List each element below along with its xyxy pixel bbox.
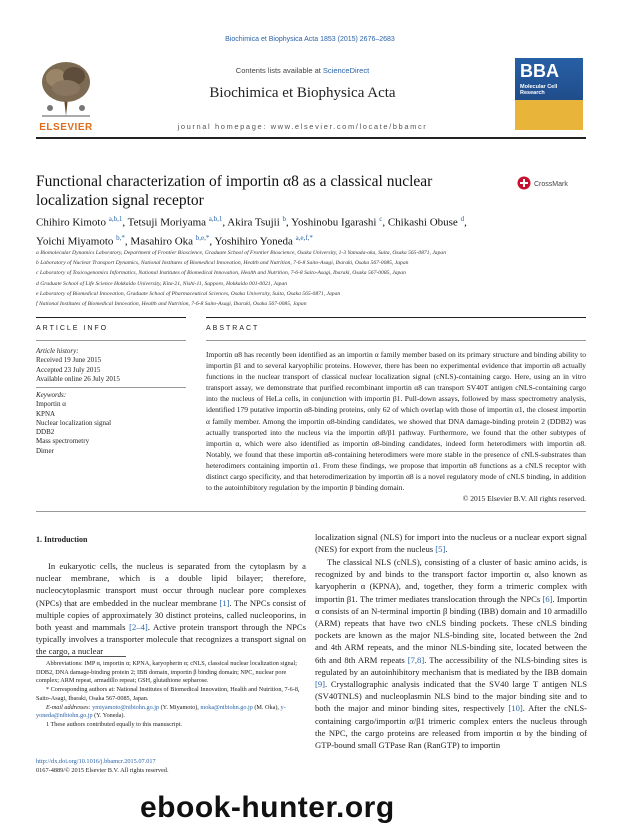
history-label: Article history: [36, 347, 79, 355]
keyword-item: Mass spectrometry [36, 437, 90, 446]
reference-link[interactable]: [9] [315, 679, 326, 690]
email-link-yoneda[interactable]: y-yoneda@nibiohn.go.jp [36, 703, 286, 720]
reference-link[interactable]: [1] [219, 597, 230, 608]
author-name: Masahiro Oka [130, 235, 194, 248]
journal-homepage[interactable]: journal homepage: www.elsevier.com/locate/bbamcr [177, 122, 428, 131]
keyword-item: Nuclear localization signal [36, 418, 112, 427]
reference-link[interactable]: [10] [508, 703, 523, 714]
watermark-logo: ebook-hunter.org [140, 791, 395, 824]
contents-availability [100, 66, 505, 75]
header-divider [36, 137, 586, 139]
author-affiliation-marker[interactable]: c [379, 215, 383, 223]
section-heading-introduction: 1. Introduction [36, 535, 88, 544]
abbreviations-footnote: Abbreviations: IMP α, importin α; KPNA, karyopherin α; cNLS, classical nuclear localization signal; DDB2, DNA damage-binding protein 2; IBB domain, importin β binding domain; NPC, nuclear pore complex; ARM repeat, armadillo repeat; GSH, glutathione sepharose. [36, 660, 297, 685]
crossmark-icon [517, 176, 531, 192]
info-divider [36, 317, 186, 318]
footnote-divider [36, 656, 126, 657]
author-affiliation-marker[interactable]: a,b,1 [108, 215, 123, 223]
reference-link[interactable]: [6] [542, 593, 553, 604]
article-info-heading: ARTICLE INFO [36, 325, 109, 332]
author-name: Yoshihiro Yoneda [214, 235, 293, 248]
email-footnote [36, 704, 306, 721]
crossmark-label: CrossMark [534, 180, 568, 188]
keyword-item: Importin α [36, 400, 66, 409]
accepted-date: Accepted 23 July 2015 [36, 365, 101, 374]
abstract-subdivider [206, 340, 586, 341]
issn-line: 0167-4889/© 2015 Elsevier B.V. All rights reserved. [36, 767, 169, 774]
sciencedirect-link[interactable]: ScienceDirect [322, 66, 370, 75]
author-line-2: Yoichi Miyamoto $^{b,*}$, Masahiro Oka $^{b,e,*}$, Yoshihiro Yoneda $^{a,e,f,*}$ [36, 233, 313, 248]
keyword-item: DDB2 [36, 428, 55, 437]
author-name: Tetsuji Moriyama [127, 216, 207, 229]
author-affiliation-marker[interactable]: b,e,* [195, 233, 210, 242]
author-affiliation-marker[interactable]: a,b,1 [208, 215, 223, 223]
affiliation-item: f National Institutes of Biomedical Innovation, Health and Nutrition, 7-6-8 Saito-Asagi, Ibaraki, Osaka 567-0085, Japan [36, 301, 307, 308]
author-name: Akira Tsujii [227, 216, 280, 229]
author-affiliation-marker[interactable]: b [282, 215, 287, 223]
publisher-logo-text: ELSEVIER [39, 122, 93, 133]
cover-illustration [515, 100, 583, 130]
email-name-yoneda: (Y. Yoneda). [92, 712, 125, 720]
author-name: Chihiro Kimoto [36, 216, 106, 229]
footnotes [36, 660, 306, 730]
author-affiliation-marker[interactable]: b,* [116, 233, 125, 242]
author-name: Chikashi Obuse [387, 216, 458, 229]
reference-link[interactable]: [5] [435, 544, 446, 555]
keyword-item: KPNA [36, 409, 56, 418]
journal-name: Biochimica et Biophysica Acta [209, 85, 396, 101]
affiliation-item: d Graduate School of Life Science Hokkaido University, Kita-21, Nishi-11, Sapporo, Hokkaido 001-0021, Japan [36, 280, 288, 287]
abstract-heading: ABSTRACT [206, 325, 260, 332]
author-name: Yoichi Miyamoto [36, 235, 114, 248]
email-name-miyamoto: (Y. Miyamoto), [159, 703, 201, 711]
abstract-text: Importin α8 has recently been identified as an importin α family member based on its primary structure and binding ability to importin β1 and to several karyophilic proteins. However, there has been no experimental evidence that importin α8 actually functions in the nuclear transport of classical nuclear localization signal (cNLS)-containing cargo. Here, using an in vitro transport assay, we demonstrate that purified recombinant importin α8 can transport SV40T antigen cNLS-containing cargo into the nucleus of HeLa cells, in conjunction with importin β1. Pull-down assays, followed by mass spectrometry analysis, identified 179 putative importin α8-binding proteins, only 62 of which overlap with those of importin α1, the closest importin α family member. Among the importin α8-binding candidates, we showed that DNA damage-binding protein 2 (DDB2) was actually transported into the nucleus via the importin α8/β1 pathway. Furthermore, we found that the other subtypes of importin α, which were also identified as importin α8-binding candidates, indeed form heterodimers with importin α8. Notably, we found that these importin α8-containing heterodimers were more stable in the presence of cNLS-substrates than heterodimers containing importin α1. From these findings, we propose that importin α8 functions as a cNLS receptor with distinct cargo specificity, and that heterodimerization by importin α8 is a novel regulatory mode of cNLS binding, in addition to the autoinhibitory regulation by the importin β binding domain. [206, 350, 586, 493]
cover-title: BBA [520, 61, 559, 81]
reference-link[interactable]: [7,8] [407, 654, 425, 665]
author-line-1: Chihiro Kimoto $^{a,b,1}$, Tetsuji Moriyama $^{a,b,1}$, Akira Tsujii $^b$, Yoshinobu Igarashi $^c$, Chikashi Obuse $^d$, [36, 215, 467, 229]
author-affiliation-marker[interactable]: d [460, 215, 465, 223]
affiliation-item: c Laboratory of Toxicogenomics Informatics, National Institutes of Biomedical Innovation, Health and Nutrition, 7-6-8 Saito-Asagi, Ibaraki, Osaka 567-0085, Japan [36, 270, 406, 277]
contents-prefix: Contents lists available at [235, 66, 323, 75]
journal-citation-link[interactable]: Biochimica et Biophysica Acta 1853 (2015) 2676–2683 [225, 36, 395, 43]
introduction-paragraph-1: In eukaryotic cells, the nucleus is separated from the cytoplasm by a nuclear membrane, which is a double lipid bilayer; therefore, nucleocytoplasmic transport must occur through nuclear pore complexes (NPCs) that are embedded in the nuclear membrane [1]. The NPCs consist of multiple copies of approximately 30 distinct proteins, called nucleoporins, in both yeast and mammals [2–4]. Active protein transport through the NPCs typically involves a transporter molecule that recognizes a transport signal on the cargo, a nuclear [36, 561, 307, 657]
elsevier-tree-logo [36, 58, 96, 130]
keyword-list [36, 400, 186, 456]
abstract-bottom-divider [36, 511, 586, 512]
email-name-oka: (M. Oka), [252, 703, 281, 711]
online-date: Available online 26 July 2015 [36, 374, 120, 383]
email-label: E-mail addresses: [46, 703, 93, 711]
introduction-paragraph-2: localization signal (NLS) for import into the nucleus or a nuclear export signal (NES) for export from the nucleus [5]. [315, 532, 587, 555]
author-affiliation-marker[interactable]: a,e,f,* [295, 233, 313, 242]
keywords-block [36, 391, 186, 456]
affiliation-item: b Laboratory of Nuclear Transport Dynamics, National Institutes of Biomedical Innovation, Health and Nutrition, 7-6-8 Saito-Asagi, Ibaraki, Osaka 567-0085, Japan [36, 260, 409, 267]
abstract-divider [206, 317, 586, 318]
cover-subtitle: Molecular Cell Research [520, 84, 558, 96]
email-link-miyamoto[interactable]: ymiyamoto@nibiohn.go.jp [92, 703, 160, 711]
keyword-item: Dimer [36, 446, 54, 455]
keywords-divider [36, 387, 186, 388]
article-title: Functional characterization of importin α8 as a classical nuclear localization signal receptor [36, 173, 433, 209]
author-name: Yoshinobu Igarashi [291, 216, 377, 229]
abstract-copyright: © 2015 Elsevier B.V. All rights reserved. [462, 494, 586, 503]
equal-contribution-footnote: 1 These authors contributed equally to this manuscript. [46, 720, 182, 728]
affiliation-list [36, 248, 596, 309]
doi-link[interactable]: http://dx.doi.org/10.1016/j.bbamcr.2015.07.017 [36, 758, 156, 765]
info-subdivider [36, 340, 186, 341]
affiliation-item: e Laboratory of Biomedical Innovation, Graduate School of Pharmaceutical Sciences, Osaka University, Suita, Osaka 565-0871, Japan [36, 290, 341, 297]
author-list [36, 212, 596, 249]
keywords-label: Keywords: [36, 391, 67, 399]
article-history [36, 347, 186, 384]
introduction-paragraph-3: The classical NLS (cNLS), consisting of a cluster of basic amino acids, is recognized by and binds to the transport factor importin α, also known as karyopherin α (KPNA), and, together, they form a trimeric complex with importin β1. The trimer mediates translocation through the NPCs [6]. Importin α consists of an N-terminal importin β binding (IBB) domain and 10 armadillo (ARM) repeats that have two cNLS binding pockets. These cNLS binding pockets are known as the major NLS-binding site, located between the 2nd and 4th ARM repeats, and the minor NLS-binding site, located between the 6th and 8th ARM repeats [7,8]. The accessibility of the NLS-binding sites is regulated by an autoinhibitory mechanism that is mediated by the IBB domain [9]. Crystallographic analysis indicated that the SV40 large T antigen NLS (SV40TNLS) and nucleoplasmin NLS bind to the major binding site and to both the major and minor binding sites, respectively [10]. After the cNLS-containing cargo/importin α/β1 trimeric complex enters the nucleus through the NPC, the cargo proteins are released from importin α by the binding of GTP-bound small GTPase Ran (RanGTP) to importin [315, 557, 587, 751]
corresponding-author-footnote: * Corresponding authors at: National Institutes of Biomedical Innovation, Health and Nutrition, 7-6-8, Saito-Asagi, Ibaraki, Osaka 567-0085, Japan. [36, 686, 300, 702]
affiliation-item: a Biomolecular Dynamics Laboratory, Department of Frontier Bioscience, Graduate School of Frontier Bioscience, Osaka University, 1-3 Yamada-oka, Suita, Osaka 565-0871, Japan [36, 250, 446, 256]
received-date: Received 19 June 2015 [36, 356, 102, 365]
reference-link[interactable]: [2–4] [129, 622, 148, 633]
crossmark-badge[interactable] [517, 176, 585, 192]
email-link-oka[interactable]: moka@nibiohn.go.jp [200, 703, 253, 711]
